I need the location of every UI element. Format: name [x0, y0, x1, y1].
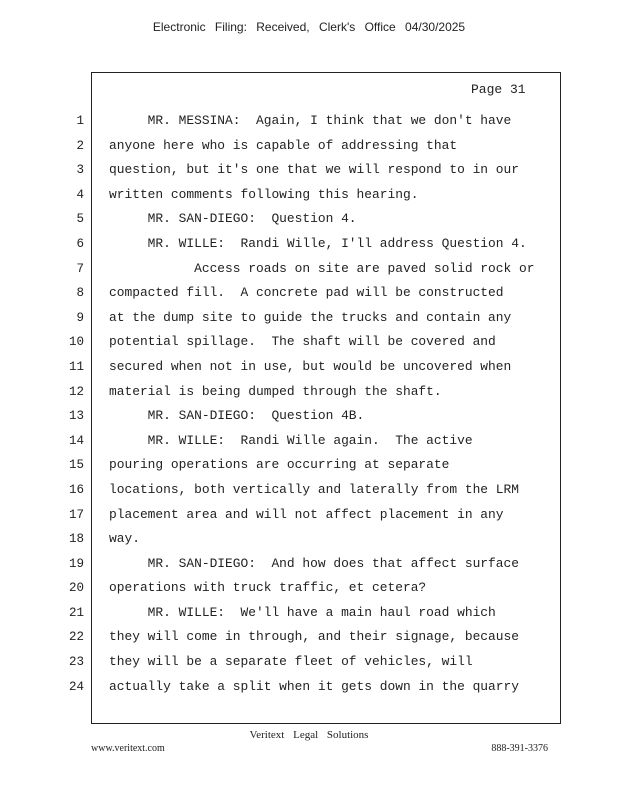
transcript-line: placement area and will not affect placement in any — [109, 506, 504, 522]
transcript-line: MR. MESSINA: Again, I think that we don't have — [109, 113, 512, 128]
transcript-line: compacted fill. A concrete pad will be constructed — [109, 285, 504, 301]
transcript-line: actually take a split when it gets down in the quarry — [109, 678, 519, 694]
transcript-line: they will be a separate fleet of vehicles, will — [109, 654, 473, 670]
line-number: 6 — [76, 236, 84, 251]
line-number: 3 — [76, 163, 84, 178]
footer-website: www.veritext.com — [91, 743, 165, 754]
line-number: 16 — [68, 482, 84, 497]
page-number: Page 31 — [471, 82, 526, 97]
transcript-line: anyone here who is capable of addressing that — [109, 137, 458, 153]
transcript-line: question, but it's one that we will respond to in our — [109, 162, 519, 178]
line-number: 17 — [68, 507, 84, 522]
transcript-line: pouring operations are occurring at separate — [109, 457, 450, 473]
line-number: 15 — [68, 458, 84, 473]
transcript-line: written comments following this hearing. — [109, 186, 419, 202]
line-number: 2 — [76, 138, 84, 153]
transcript-line: way. — [109, 531, 140, 547]
filing-stamp-header: Electronic Filing: Received, Clerk's Office 04/30/2025 — [152, 20, 466, 34]
line-number: 1 — [76, 114, 84, 128]
line-number: 9 — [76, 310, 84, 325]
line-number: 14 — [68, 433, 84, 448]
transcript-line: they will come in through, and their signage, because — [109, 629, 519, 645]
transcript-line: MR. WILLE: Randi Wille again. The active — [109, 432, 473, 448]
transcript-line: secured when not in use, but would be uncovered when — [109, 358, 512, 374]
line-number: 24 — [68, 679, 84, 694]
line-number: 22 — [68, 630, 84, 645]
line-number: 18 — [68, 532, 84, 547]
line-number: 12 — [68, 384, 84, 399]
transcript-line: MR. WILLE: We'll have a main haul road which — [109, 604, 496, 620]
line-number: 20 — [68, 581, 84, 596]
transcript-line: potential spillage. The shaft will be covered and — [109, 334, 496, 350]
transcript-line: operations with truck traffic, et cetera? — [109, 580, 427, 596]
line-number: 13 — [68, 409, 84, 424]
transcript-line: MR. SAN-DIEGO: Question 4B. — [109, 408, 365, 424]
line-number: 19 — [68, 556, 84, 571]
transcript-line: material is being dumped through the shaft. — [109, 383, 442, 399]
line-number: 4 — [76, 187, 84, 202]
line-number: 10 — [68, 335, 84, 350]
footer-company: Veritext Legal Solutions — [249, 729, 369, 741]
transcript-line: at the dump site to guide the trucks and contain any — [109, 309, 512, 325]
footer-phone: 888-391-3376 — [491, 743, 548, 754]
line-number: 21 — [68, 605, 84, 620]
transcript-line: MR. SAN-DIEGO: Question 4. — [109, 211, 357, 227]
transcript-line: Access roads on site are paved solid rock or — [109, 260, 535, 276]
line-number: 8 — [76, 286, 84, 301]
transcript-text — [109, 112, 557, 702]
transcript-line: MR. WILLE: Randi Wille, I'll address Question 4. — [109, 235, 527, 251]
line-number: 7 — [76, 261, 84, 276]
line-number: 5 — [76, 212, 84, 227]
line-number: 23 — [68, 655, 84, 670]
transcript-line: locations, both vertically and laterally from the LRM — [109, 481, 519, 497]
line-number-column — [60, 112, 84, 702]
line-number: 11 — [68, 359, 84, 374]
transcript-line: MR. SAN-DIEGO: And how does that affect surface — [109, 555, 519, 571]
